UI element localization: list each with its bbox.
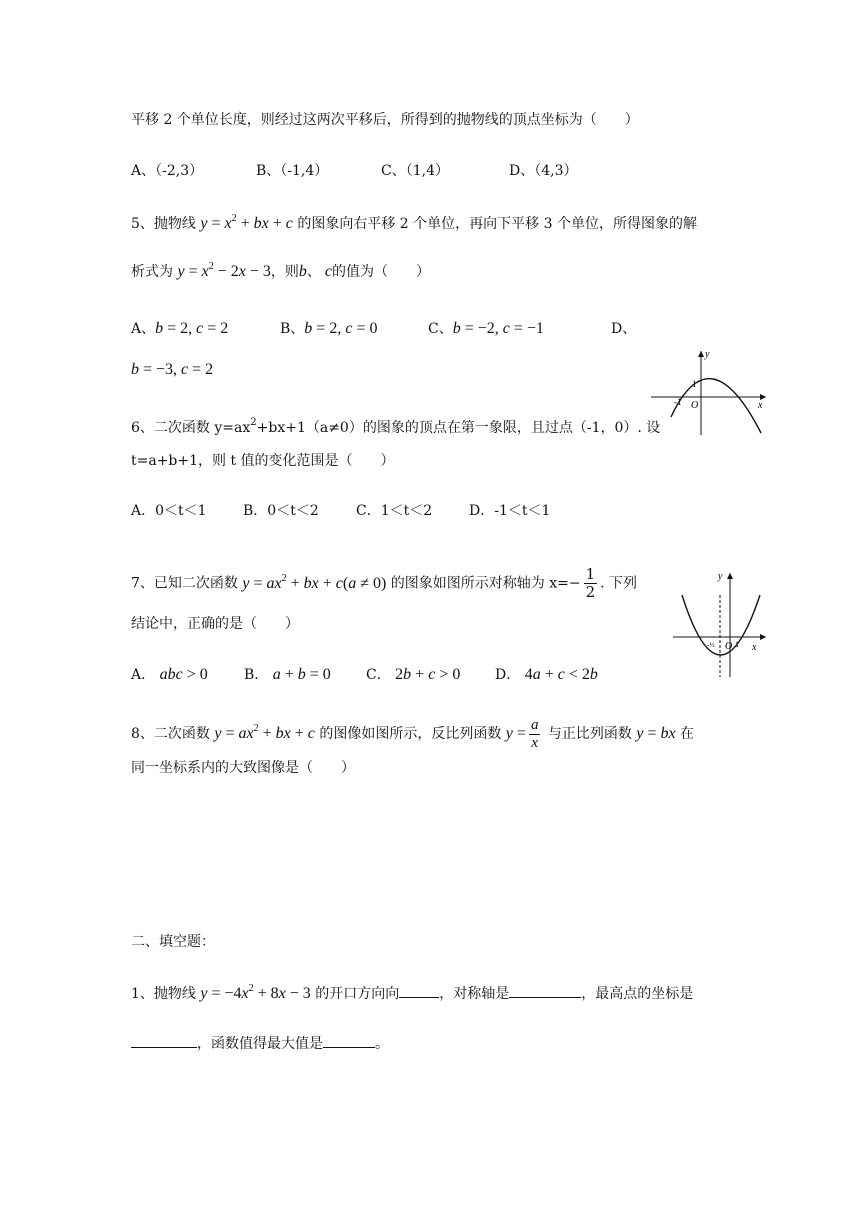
q7-stem-line2: 结论中，正确的是（ ） — [131, 616, 299, 632]
q4-option-c[interactable]: C、（1,4） — [381, 163, 449, 179]
q7-option-a[interactable]: A． abc > 0 — [131, 666, 208, 683]
q5-stem-line1 — [131, 214, 697, 234]
q5-option-a[interactable]: A、b = 2, c = 2 — [131, 320, 229, 337]
q7-option-d[interactable]: D． 4a + c < 2b — [495, 666, 598, 683]
q5-text: 的图象向右平移 2 个单位，再向下平移 3 个单位，所得图象的解 — [292, 216, 697, 232]
q5-option-c[interactable]: C、b = −2, c = −1 — [428, 320, 544, 337]
q5-var-b: b — [298, 263, 307, 280]
f1-blank-axis[interactable] — [509, 982, 581, 998]
q8-stem-line1: 8、二次函数 $y = ax^2$ + bx + c 的图像如图所示，反比列函数 y = $\frac{a}{x}$ 与正比列函数 y = bx 在 — [131, 717, 695, 751]
q6-neg1-label: -1 — [674, 397, 682, 407]
q6-parabola-graph — [646, 345, 776, 440]
q6-option-a[interactable]: A．0＜t＜1 — [131, 503, 207, 519]
q5-formula-result: $y = x^2 - 2x - 3$ — [177, 261, 271, 280]
q6-curve — [671, 379, 761, 433]
q6-y-label: y — [705, 349, 710, 360]
q5-var-c: c — [320, 263, 332, 280]
q7-stem-line1: 7、已知二次函数 $y = ax^2$ + bx + c(a ≠ 0) 的图象如图所示对称轴为 x=− $\frac{1}{2}$ . 下列 — [131, 565, 638, 601]
q5-stem-line2 — [131, 262, 430, 282]
q7-parabola-graph — [668, 565, 778, 680]
q6-one-label: 1 — [692, 379, 697, 389]
q6-origin-label: O — [691, 400, 699, 411]
q7-origin-label: O — [725, 641, 733, 652]
q7-neg-half-label: -½ — [707, 641, 715, 649]
q7-one-label: 1 — [735, 640, 739, 649]
q5-text: 析式为 — [131, 264, 178, 280]
f1-blank-max[interactable] — [323, 1032, 375, 1048]
q7-fraction: $\frac{1}{2}$ — [585, 565, 596, 601]
q5-option-d[interactable]: b = −3, c = 2 — [131, 361, 214, 378]
f1-stem-line2: ，函数值得最大值是 。 — [131, 1032, 389, 1054]
q4-option-d[interactable]: D、（4,3） — [509, 163, 578, 179]
q7-curve — [682, 595, 760, 655]
q5-text: 5、抛物线 — [131, 216, 201, 232]
q5-option-b[interactable]: B、b = 2, c = 0 — [280, 320, 378, 337]
f1-formula: $y = -4x^2 + 8x - 3$ — [200, 983, 311, 1002]
q7-option-b[interactable]: B． a + b = 0 — [244, 666, 331, 683]
q4-option-a[interactable]: A、（-2,3） — [131, 163, 204, 179]
q6-option-b[interactable]: B．0＜t＜2 — [243, 503, 319, 519]
f1-stem-line1: 1、抛物线 $y = -4x^2 + 8x - 3$ 的开口方向向 ，对称轴是 ，最高点的坐标是 — [131, 983, 694, 1002]
q8-stem-line2: 同一坐标系内的大致图像是（ ） — [131, 760, 355, 776]
q6-option-d[interactable]: D．-1＜t＜1 — [469, 503, 551, 519]
q7-x-label: x — [752, 642, 757, 653]
q5-formula-original: $y = x^2$ + bx + c — [200, 213, 293, 232]
section-fill-in-title: 二、填空题： — [131, 934, 215, 950]
q5-option-d-label[interactable]: D、 — [611, 321, 637, 337]
q6-stem-line2: t=a+b+1，则 t 值的变化范围是（ ） — [131, 453, 395, 469]
q7-function: $y = ax^2$ + bx + c(a ≠ 0) — [242, 572, 387, 592]
q6-x-label: x — [758, 400, 763, 411]
q5-text: 的值为（ ） — [331, 264, 430, 280]
q5-text: ，则 — [270, 264, 299, 280]
q4-stem-continued: 平移 2 个单位长度，则经过这两次平移后，所得到的抛物线的顶点坐标为（ ） — [131, 112, 639, 128]
q8-inverse-function: y = $\frac{a}{x}$ — [505, 717, 539, 751]
q6-option-c[interactable]: C．1＜t＜2 — [356, 503, 433, 519]
q6-stem-line1: 6、二次函数 $y=ax^2+bx+1(a\ne 0)$的图象的顶点在第一象限，且过点（-1，0）. 设 — [131, 417, 661, 436]
q8-quadratic: $y = ax^2$ + bx + c — [214, 723, 315, 743]
q7-option-c[interactable]: C． 2b + c > 0 — [366, 666, 461, 683]
q4-option-b[interactable]: B、（-1,4） — [256, 163, 329, 179]
q5-text: 、 — [306, 264, 321, 280]
f1-blank-direction[interactable] — [399, 982, 439, 998]
f1-blank-vertex[interactable] — [131, 1032, 197, 1048]
q7-y-label: y — [718, 571, 723, 582]
q8-linear-function: y = bx — [636, 725, 676, 743]
